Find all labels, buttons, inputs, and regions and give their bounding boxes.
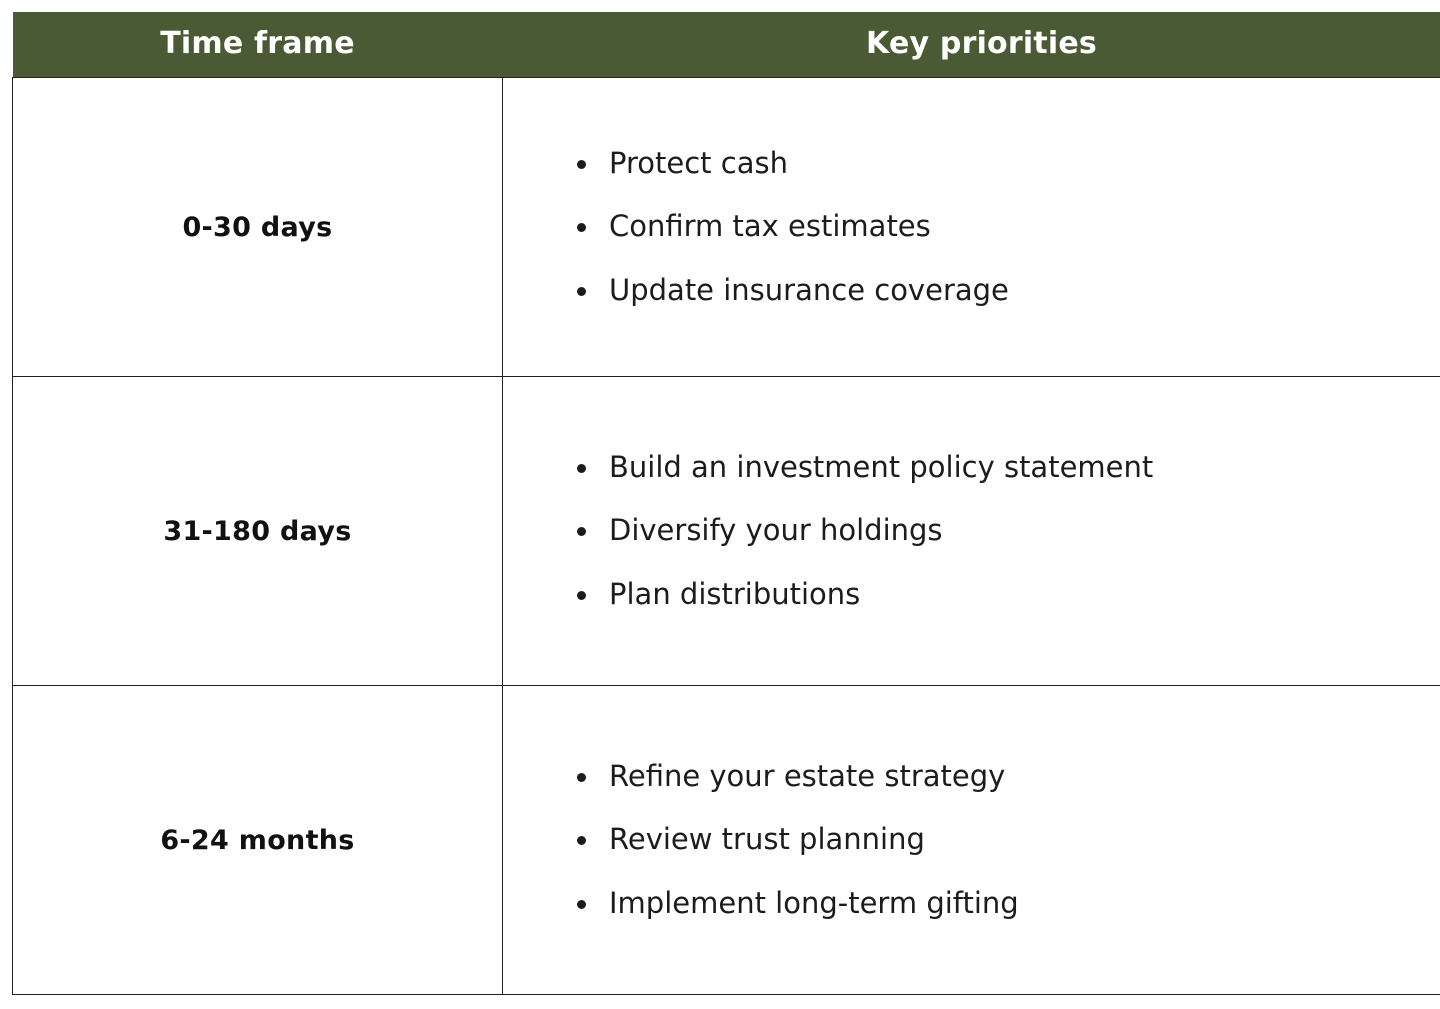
list-item: [573, 886, 1440, 921]
list-item-label: Confirm tax estimates: [609, 209, 931, 243]
key-priorities-cell: [503, 686, 1440, 995]
list-item-label: Review trust planning: [609, 822, 925, 856]
list-item: [573, 146, 1440, 181]
table-row: [13, 377, 1440, 686]
bullet-dot-icon: [577, 591, 586, 600]
table-body: [13, 78, 1440, 995]
bullet-dot-icon: [577, 287, 586, 296]
key-priorities-cell: [503, 377, 1440, 686]
list-item-label: Diversify your holdings: [609, 513, 943, 547]
list-item: [573, 209, 1440, 244]
list-item: [573, 450, 1440, 485]
list-item-label: Refine your estate strategy: [609, 759, 1005, 793]
time-frame-cell: 31-180 days: [13, 377, 503, 686]
column-header-time-frame: Time frame: [13, 12, 503, 78]
list-item: [573, 822, 1440, 857]
time-frame-cell: 0-30 days: [13, 78, 503, 377]
list-item-label: Plan distributions: [609, 577, 860, 611]
table-header-row: [13, 12, 1440, 78]
list-item-label: Implement long-term gifting: [609, 886, 1019, 920]
table-row: [13, 686, 1440, 995]
priorities-list: [573, 450, 1440, 612]
list-item: [573, 273, 1440, 308]
priorities-table: [12, 12, 1440, 995]
time-frame-cell: 6-24 months: [13, 686, 503, 995]
list-item-label: Update insurance coverage: [609, 273, 1009, 307]
bullet-dot-icon: [577, 836, 586, 845]
bullet-dot-icon: [577, 773, 586, 782]
list-item-label: Build an investment policy statement: [609, 450, 1153, 484]
bullet-dot-icon: [577, 464, 586, 473]
table-row: [13, 78, 1440, 377]
priorities-list: [573, 146, 1440, 308]
bullet-dot-icon: [577, 900, 586, 909]
column-header-key-priorities: Key priorities: [503, 12, 1440, 78]
list-item-label: Protect cash: [609, 146, 788, 180]
list-item: [573, 759, 1440, 794]
bullet-dot-icon: [577, 160, 586, 169]
priorities-list: [573, 759, 1440, 921]
bullet-dot-icon: [577, 527, 586, 536]
bullet-dot-icon: [577, 223, 586, 232]
key-priorities-cell: [503, 78, 1440, 377]
list-item: [573, 513, 1440, 548]
table-header: [13, 12, 1440, 78]
list-item: [573, 577, 1440, 612]
